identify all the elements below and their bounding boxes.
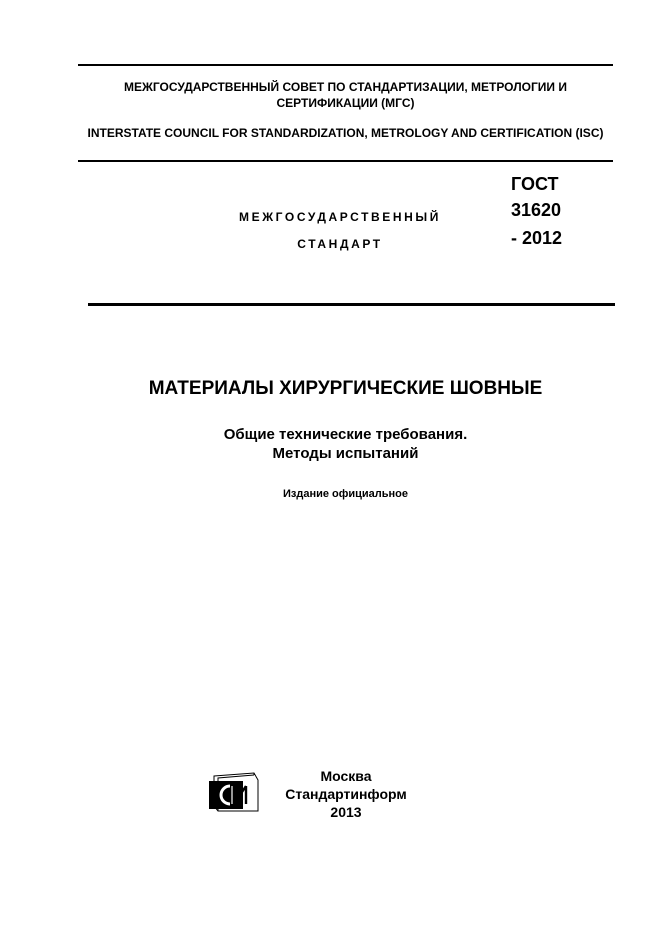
standard-type-line2: СТАНДАРТ <box>297 237 383 251</box>
edition-note: Издание официальное <box>282 488 409 500</box>
standard-divider-rule <box>88 303 615 306</box>
publication-year: 2013 <box>330 804 362 820</box>
gost-number: 31620 <box>511 200 562 220</box>
publisher-name: Стандартинформ <box>285 786 407 802</box>
top-rule <box>78 64 613 66</box>
document-title: МАТЕРИАЛЫ ХИРУРГИЧЕСКИЕ ШОВНЫЕ <box>148 378 543 399</box>
document-subtitle-line2: Методы испытаний <box>272 445 419 462</box>
standard-type-line1: МЕЖГОСУДАРСТВЕННЫЙ <box>239 210 441 224</box>
document-subtitle-line1: Общие технические требования. <box>223 426 468 443</box>
council-name-ru: МЕЖГОСУДАРСТВЕННЫЙ СОВЕТ ПО СТАНДАРТИЗАЦИИ, МЕТРОЛОГИИ И СЕРТИФИКАЦИИ (МГС) <box>124 80 567 110</box>
gost-year: - 2012 <box>511 228 563 248</box>
standartinform-logo-icon <box>208 772 260 812</box>
gost-label: ГОСТ <box>511 174 559 194</box>
publisher-city: Москва <box>320 768 372 784</box>
header-divider-rule <box>78 160 613 162</box>
council-name-en: INTERSTATE COUNCIL FOR STANDARDIZATION, METROLOGY AND CERTIFICATION (ISC) <box>87 126 604 140</box>
